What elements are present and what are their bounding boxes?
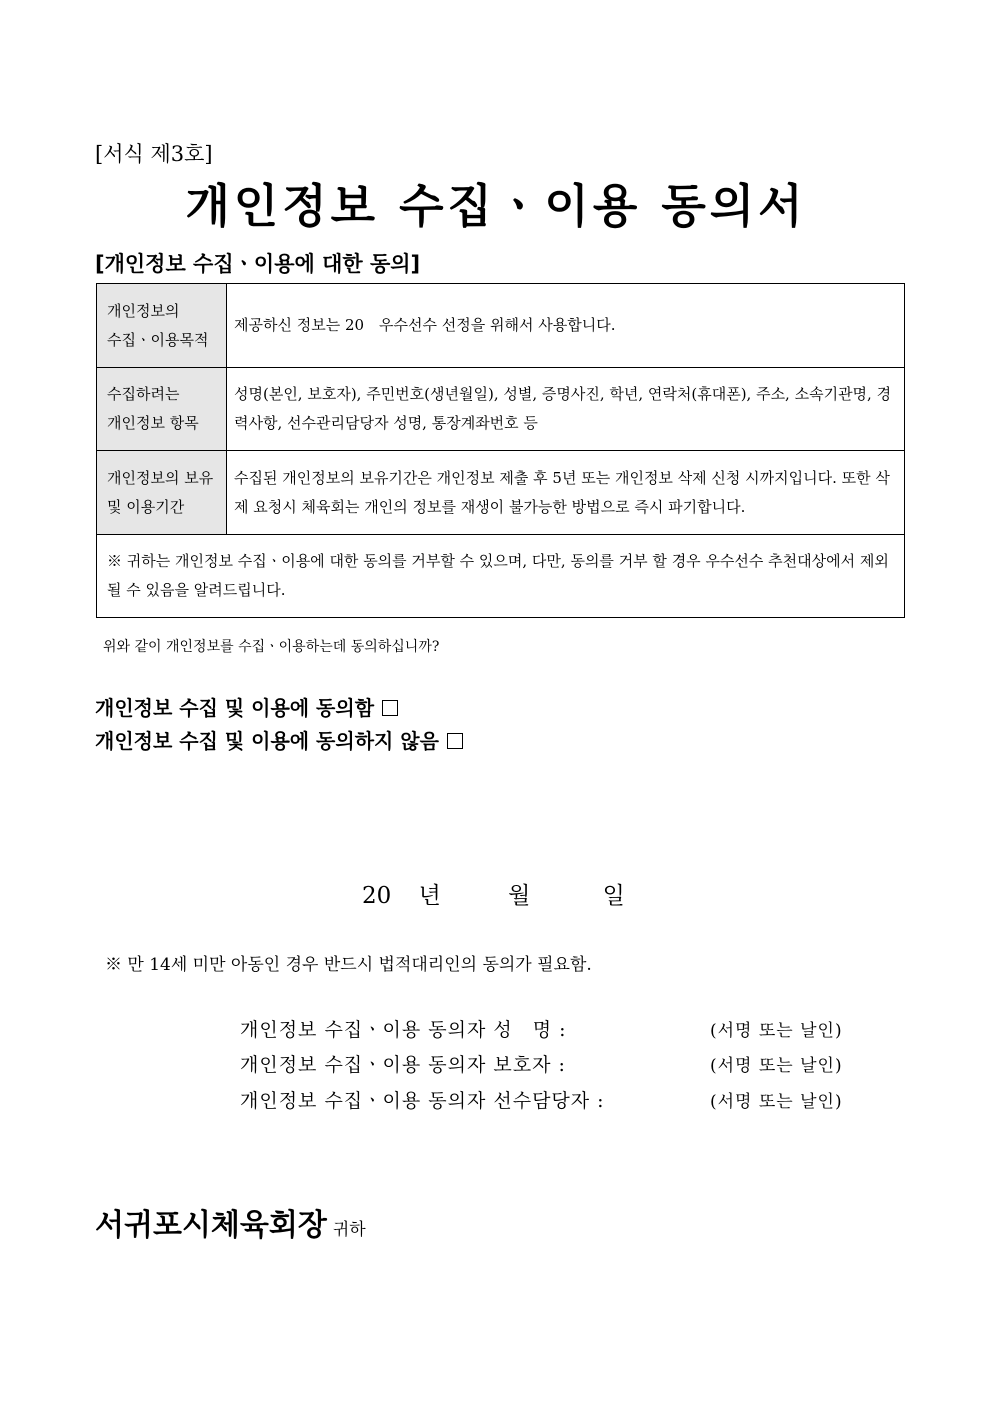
disagree-option: [95, 725, 463, 754]
signature-label: 개인정보 수집ㆍ이용 동의자 성 명 :: [240, 1019, 567, 1041]
row-label: [97, 451, 227, 535]
document-title: 개인정보 수집ㆍ이용 동의서: [185, 179, 807, 233]
row-label: [97, 368, 227, 451]
date-month: 월: [508, 883, 531, 909]
label-line: 개인정보의: [107, 301, 180, 320]
disagree-label: 개인정보 수집 및 이용에 동의하지 않음: [95, 729, 439, 753]
form-number: [서식 제3호]: [95, 142, 213, 166]
signature-field[interactable]: (서명 또는 날인): [710, 1056, 843, 1076]
consent-table: [96, 283, 905, 618]
agree-option: [95, 692, 398, 721]
date-year: 년: [418, 883, 441, 909]
agree-checkbox[interactable]: [382, 700, 398, 716]
signature-field[interactable]: (서명 또는 날인): [710, 1092, 843, 1112]
row-content: 제공하신 정보는 20 우수선수 선정을 위해서 사용합니다.: [227, 284, 905, 368]
signature-line-manager: [240, 1086, 843, 1113]
table-row-retention: [97, 451, 905, 535]
label-line: 개인정보의 보유: [107, 468, 214, 487]
date-day: 일: [602, 883, 625, 909]
addressee: [95, 1200, 366, 1244]
label-line: 수집하려는: [107, 385, 180, 403]
disagree-checkbox[interactable]: [447, 733, 463, 749]
date-year-prefix: 20: [362, 883, 392, 909]
signature-label: 개인정보 수집ㆍ이용 동의자 보호자 :: [240, 1054, 566, 1076]
row-label: [97, 284, 227, 368]
label-line: 개인정보 항목: [107, 414, 199, 432]
section-title: [개인정보 수집ㆍ이용에 대한 동의]: [95, 252, 421, 276]
signature-label: 개인정보 수집ㆍ이용 동의자 선수담당자 :: [240, 1090, 605, 1112]
addressee-suffix: 귀하: [332, 1220, 366, 1240]
table-row-note: [97, 535, 905, 618]
label-line: 수집ㆍ이용목적: [107, 330, 209, 349]
signature-field[interactable]: (서명 또는 날인): [710, 1021, 843, 1041]
signature-line-guardian: [240, 1050, 843, 1077]
minor-notice: ※ 만 14세 미만 아동인 경우 반드시 법적대리인의 동의가 필요함.: [105, 955, 592, 975]
refusal-note: ※ 귀하는 개인정보 수집ㆍ이용에 대한 동의를 거부할 수 있으며, 다만, 동의를 거부 할 경우 우수선수 추천대상에서 제외 될 수 있음을 알려드립니다.: [97, 535, 905, 618]
consent-question: 위와 같이 개인정보를 수집ㆍ이용하는데 동의하십니까?: [103, 639, 440, 655]
table-row-purpose: [97, 284, 905, 368]
table-row-items: [97, 368, 905, 451]
date-line: [362, 877, 625, 910]
label-line: 및 이용기간: [107, 497, 185, 516]
row-content: 성명(본인, 보호자), 주민번호(생년월일), 성별, 증명사진, 학년, 연락처(휴대폰), 주소, 소속기관명, 경력사항, 선수관리담당자 성명, 통장계좌번호 등: [227, 368, 905, 451]
agree-label: 개인정보 수집 및 이용에 동의함: [95, 696, 375, 720]
addressee-name: 서귀포시체육회장: [95, 1208, 327, 1243]
row-content: 수집된 개인정보의 보유기간은 개인정보 제출 후 5년 또는 개인정보 삭제 신청 시까지입니다. 또한 삭제 요청시 체육회는 개인의 정보를 재생이 불가능한 방법으로 즉시 파기합니다.: [227, 451, 905, 535]
signature-line-consenter: [240, 1015, 843, 1042]
